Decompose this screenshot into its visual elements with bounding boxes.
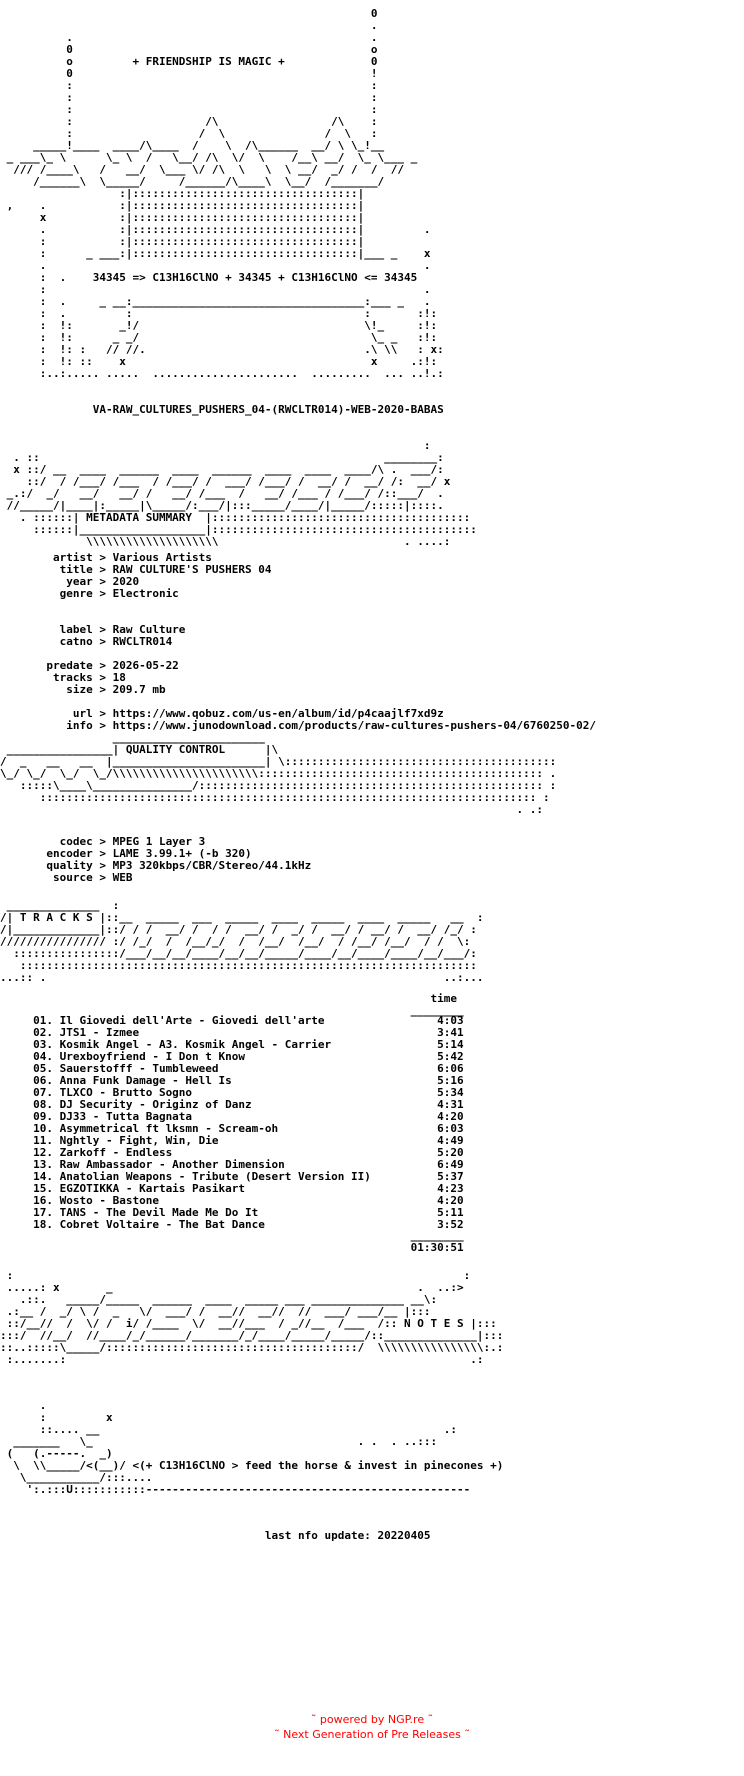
notes-banner: : : .....: x _ . ..:> .::. _____/_____ ______ ____ _____ ___ ______________ __\: .:__ / _/ \ / _ \/ ___/ / __// __// // ___/ ___/__ |::: ::/__// / \/ / i/ /____ \/ __//___ / _//__ /___ /:: N O T E S |::: :::/ //__/ //____/_/______/_______/_/____/_____/_____/::______________|::: ::..:::::\_____/::::::::::::::::::::::::::::::::::::::/ \\\\\\\\\\\\\\\\:.: :.......: .: — [0, 1269, 504, 1366]
metadata-summary-banner: : . :: ________: x ::/ __ ____ ______ ____ ______ ____ ____ ____/\ . ___/: ::/ / /___/ /___ / /___/ / ___/ /___/ / __/ / __/ /: __/ x _.:/ _/ __/ __/ / __/ /___ / __/ /___ / /___/ /::___/ . //_____/|____|:_____|\_____/:___/|:::_____/____/|_____/:::::|::::. . ::::::| METADATA SUMMARY |::::::::::::::::::::::::::::::::::::::: ::::::|___________________|:::::::::::::::::::::::::::::::::::::::: \\\\\\\\\\\\\\\\\\\\ . ....: — [6, 439, 477, 548]
tracklist: 01. Il Giovedi dell'Arte - Giovedi dell'arte 4:03 02. JTS1 - Izmee 3:41 03. Kosmik Angel - A3. Kosmik Angel - Carrier 5:14 04. Urexboyfriend - I Don t Know 5:42 05. Sauerstofff - Tumbleweed 6:06 06. Anna Funk Damage - Hell Is 5:16 07. TLXCO - Brutto Sogno 5:34 08. DJ Security - Originz of Danz 4:31 09. DJ33 - Tutta Bagnata 4:20 10. Asymmetrical ft lksmn - Scream-oh 6:03 11. Nghtly - Fight, Win, Die 4:49 12. Zarkoff - Endless 5:20 13. Raw Ambassador - Another Dimension 6:49 14. Anatolian Weapons - Tribute (Desert Version II) 5:37 15. EGZOTIKKA - Kartais Pasikart 4:23 16. Wosto - Bastone 4:20 17. TANS - The Devil Made Me Do It 5:11 18. Cobret Voltaire - The Bat Dance 3:52 — [33, 1014, 464, 1231]
tracks-banner: ______________ : /| T R A C K S |::__ _____ ___ _____ ____ _____ ____ _____ __ : /|_____________|::/ / / __/ / / / __/ / _/ / __/ / __/ / __/ /_/ : //////////////// :/ /_/ / /__/_/ / /__/ /__/ / /__/ /__/ / / \: ::::::::::::::::/___/__/__/____/__/__/_____/____/__/____/____/__/___/: ::::::::::::::::::::::::::::::::::::::::::::::::::::::::::::::::::::: ...:: . ..:... — [0, 899, 484, 984]
tracklist-total: ________ 01:30:51 — [410, 1229, 464, 1254]
quality-fields: codec > MPEG 1 Layer 3 encoder > LAME 3.99.1+ (-b 320) quality > MP3 320kbps/CBR/Stereo/44.1kHz source > WEB — [46, 835, 312, 884]
header-logo-art: 0 . . . 0 o o + FRIENDSHIP IS MAGIC + 0 0 ! : : : : : : : /\ /\ : : / \ / \ : _____!____ ____/\____ / \ /\______ __/ \ \_!__ _ ___\_ \ \_ \ / \__/ /\ \/ \ /__\ __/ \_ \___ _ /// /____\ / __/ \___ \/ /\ \ \ \ __/ _/ / / // /______\ \_____/ /______/\____\ \__/ /_______/ :|::::::::::::::::::::::::::::::::::| , . :|::::::::::::::::::::::::::::::::::| x :|::::::::::::::::::::::::::::::::::| . :|::::::::::::::::::::::::::::::::::| . : :|::::::::::::::::::::::::::::::::::| : _ ___:|::::::::::::::::::::::::::::::::::|___ _ x . . : . 34345 => C13H16ClNO + 34345 + C13H16ClNO <= 34345 : . : . _ __:___________________________________:___ _ . : . : : :!: : !: _!/ \!_ :!: : !: _ _/ \_ _ :!: : !: : // //. .\ \\ : x: : !: :: x x .:!: :..:..... ..... ...................... ......... ... ..!.: — [6, 7, 444, 380]
last-update: last nfo update: 20220405 — [0, 1529, 431, 1542]
powered-by-link[interactable]: ˜ powered by NGP.re ˜ — [310, 1713, 434, 1726]
next-generation-link[interactable]: ˜ Next Generation of Pre Releases ˜ — [274, 1728, 470, 1741]
tracklist-header: time ________ — [410, 992, 464, 1017]
release-name: VA-RAW_CULTURES_PUSHERS_04-(RWCLTR014)-WEB-2020-BABAS — [0, 403, 444, 416]
metadata-fields: artist > Various Artists title > RAW CULTURE'S PUSHERS 04 year > 2020 genre > Electronic label > Raw Culture catno > RWCLTR014 predate > 2026-05-22 tracks > 18 size > 209.7 mb url > https://www.qobuz.com/us-en/album/id/p4caajlf7xd9z info > https://www.junodownload.com/products/raw-cultures-pushers-04/6760250-02/ — [46, 551, 597, 732]
quality-control-banner: _______________________ ________________| QUALITY CONTROL |\ / _ __ __ |_______________________| \::::::::::::::::::::::::::::::::::::::::: \_/ \_/ \_/ \_/\\\\\\\\\\\\\\\\\\\\\\::::::::::::::::::::::::::::::::::::::::::: . :::::\____\_______________/:::::::::::::::::::::::::::::::::::::::::::::::::::: : ::::::::::::::::::::::::::::::::::::::::::::::::::::::::::::::::::::::::::: : . .: — [0, 731, 557, 816]
closing-art: . : x ::.... __ .: _______ \_ . . . ..::: ( (.-----. _) \ \\_____/<(__)/ <(+ C13H16ClNO > feed the horse & invest in pinecones +) \___________/:::.... ':.:::U:::::::::::------------------------------------------------- — [6, 1399, 504, 1496]
